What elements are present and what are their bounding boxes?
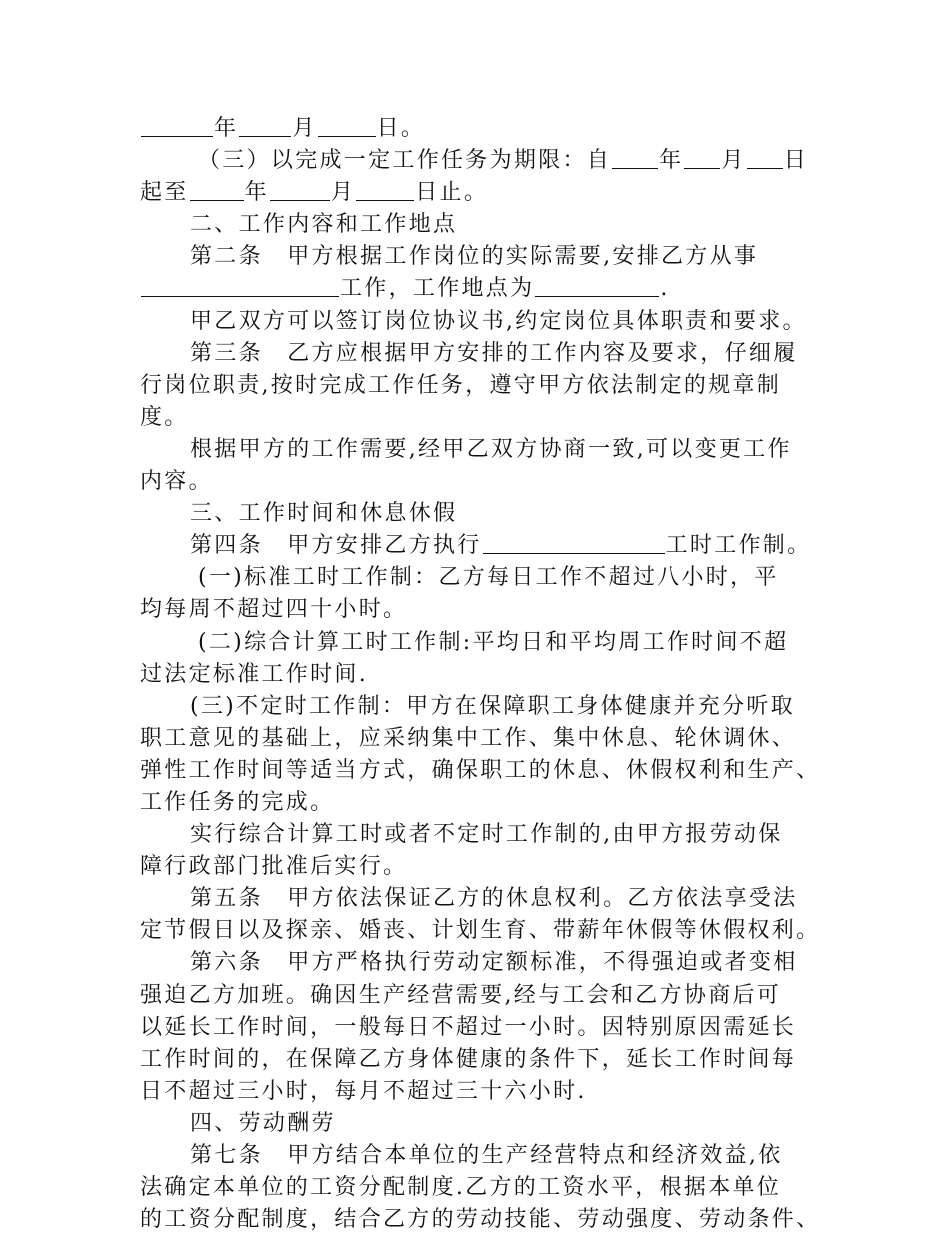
- end-day-blank[interactable]: [356, 179, 414, 201]
- article-6: 第六条 甲方严格执行劳动定额标准，不得强迫或者变相: [190, 950, 798, 976]
- paragraph-line: 工作时间的，在保障乙方身体健康的条件下，延长工作时间每: [140, 1046, 797, 1072]
- month-blank[interactable]: [239, 115, 291, 137]
- section-heading-2: 二、工作内容和工作地点: [190, 212, 458, 238]
- start-month-blank[interactable]: [684, 147, 720, 169]
- day-blank[interactable]: [318, 115, 376, 137]
- year-blank[interactable]: [141, 115, 213, 137]
- term-end-date-line: 年 月 日。: [140, 113, 830, 145]
- paragraph-line: 日不超过三小时，每月不超过三十六小时.: [140, 1078, 587, 1104]
- article-5: 第五条 甲方依法保证乙方的休息权利。乙方依法享受法: [190, 886, 798, 912]
- paragraph: 根据甲方的工作需要,经甲乙双方协商一致,可以变更工作: [190, 436, 792, 462]
- end-year-blank[interactable]: [190, 179, 244, 201]
- paragraph-line: 职工意见的基础上，应采纳集中工作、集中休息、轮休调休、: [140, 725, 797, 751]
- clause-flexible-hours: (三)不定时工作制：甲方在保障职工身体健康并充分听取: [190, 693, 795, 719]
- article-7: 第七条 甲方结合本单位的生产经营特点和经济效益,依: [190, 1143, 783, 1168]
- job-type-blank[interactable]: [141, 275, 339, 297]
- paragraph-line: 强迫乙方加班。确因生产经营需要,经与工会和乙方协商后可: [140, 982, 782, 1008]
- clause-comprehensive-hours: (二)综合计算工时工作制:平均日和平均周工作时间不超: [198, 629, 789, 655]
- article-4: 第四条 甲方安排乙方执行 工时工作制。: [190, 533, 812, 559]
- work-location-line: 工作，工作地点为 .: [140, 273, 830, 305]
- article-2: 第二条 甲方根据工作岗位的实际需要,安排乙方从事: [190, 244, 759, 270]
- clause-standard-hours: (一)标准工时工作制：乙方每日工作不超过八小时，平: [198, 565, 779, 591]
- work-location-blank[interactable]: [535, 275, 659, 297]
- section-heading-3: 三、工作时间和休息休假: [190, 501, 458, 527]
- paragraph-line: 过法定标准工作时间.: [140, 661, 368, 687]
- paragraph-line: 内容。: [140, 469, 213, 495]
- paragraph: 甲乙双方可以签订岗位协议书,约定岗位具体职责和要求。: [190, 308, 807, 334]
- section-heading-4: 四、劳动酬劳: [190, 1110, 336, 1136]
- start-day-blank[interactable]: [747, 147, 783, 169]
- paragraph-line: 弹性工作时间等适当方式，确保职工的休息、休假权利和生产、: [140, 757, 821, 783]
- start-year-blank[interactable]: [612, 147, 658, 169]
- paragraph-line: 法确定本单位的工资分配制度.乙方的工资水平，根据本单位: [140, 1175, 782, 1201]
- task-term-end-line: 起至 年 月 日止。: [140, 180, 489, 206]
- paragraph: 实行综合计算工时或者不定时工作制的,由甲方报劳动保: [190, 822, 783, 848]
- paragraph-line: 定节假日以及探亲、婚丧、计划生育、带薪年休假等休假权利。: [140, 918, 821, 944]
- contract-text: [140, 113, 830, 1236]
- paragraph-line: 均每周不超过四十小时。: [140, 597, 408, 623]
- task-term-line: （三）以完成一定工作任务为期限：自 年 月 日: [198, 148, 809, 174]
- end-month-blank[interactable]: [270, 179, 330, 201]
- paragraph-line: 度。: [140, 404, 189, 430]
- paragraph-line: 工作任务的完成。: [140, 789, 335, 815]
- working-hours-system-blank[interactable]: [483, 532, 665, 554]
- paragraph-line: 障行政部门批准后实行。: [140, 854, 408, 880]
- paragraph-line: 行岗位职责,按时完成工作任务，遵守甲方依法制定的规章制: [140, 372, 782, 398]
- article-3: 第三条 乙方应根据甲方安排的工作内容及要求，仔细履: [190, 340, 798, 366]
- paragraph-line: 的工资分配制度，结合乙方的劳动技能、劳动强度、劳动条件、: [140, 1207, 821, 1233]
- paragraph-line: 以延长工作时间，一般每日不超过一小时。因特别原因需延长: [140, 1014, 797, 1040]
